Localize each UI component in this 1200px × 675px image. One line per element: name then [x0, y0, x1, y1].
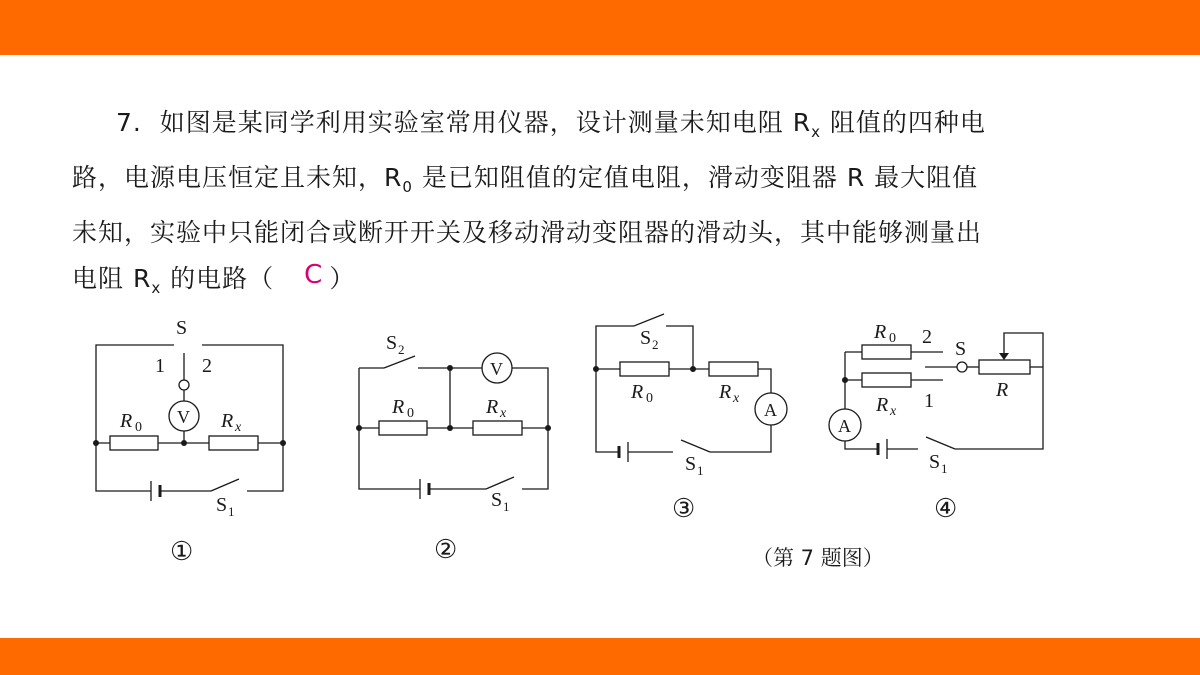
resistor-rx [209, 436, 258, 450]
label-r0: R [120, 410, 133, 432]
label-rx: R [486, 396, 499, 418]
label-s1-sub: 1 [941, 461, 948, 476]
label-rx-sub: x [500, 406, 507, 421]
label-r0-sub: 0 [407, 406, 414, 421]
resistor-rx [862, 373, 911, 387]
label-s1: S [685, 453, 697, 475]
label-s2: S [386, 332, 398, 354]
label-r0-sub: 0 [646, 391, 653, 406]
switch-pivot [179, 380, 189, 390]
label-r0: R [874, 321, 887, 343]
resistor-rx [709, 362, 758, 376]
resistor-r0 [379, 421, 427, 435]
label-s2-sub: 2 [398, 342, 405, 357]
label-terminal-2: 2 [202, 355, 212, 377]
subscript-x: x [811, 123, 821, 141]
question-line1-end: 阻值的四种电 [820, 108, 986, 137]
label-s1: S [929, 451, 941, 473]
subscript-x-2: x [151, 279, 162, 297]
label-terminal-1: 1 [155, 355, 165, 377]
resistor-r0 [620, 362, 669, 376]
question-line2-end: 是已知阻值的定值电阻，滑动变阻器 R 最大阻值 [412, 163, 979, 192]
circuit-3 [596, 314, 787, 462]
switch-s1 [486, 477, 514, 489]
label-ammeter: A [838, 416, 851, 436]
label-r0: R [631, 381, 644, 403]
label-r0-sub: 0 [135, 420, 142, 435]
label-r0: R [392, 396, 405, 418]
label-voltmeter: V [177, 407, 190, 427]
subscript-0: 0 [402, 178, 413, 196]
question-line3: 未知，实验中只能闭合或断开开关及移动滑动变阻器的滑动头，其中能够测量出 [72, 218, 983, 247]
label-s2: S [640, 327, 652, 349]
figure-label-1: ① [170, 537, 194, 566]
label-rx: R [876, 394, 889, 416]
label-s1-sub: 1 [228, 504, 235, 519]
label-s1-sub: 1 [697, 463, 704, 478]
question-number: 7. [116, 108, 142, 137]
label-rx-sub: x [890, 404, 897, 419]
circuit-2 [359, 353, 548, 499]
label-rx: R [221, 410, 234, 432]
switch-s2 [634, 314, 664, 326]
label-rx-sub: x [733, 391, 740, 406]
label-voltmeter: V [490, 359, 503, 379]
label-switch-s: S [955, 338, 967, 360]
resistor-rx [473, 421, 522, 435]
label-s1-sub: 1 [503, 499, 510, 514]
slide-rheostat [979, 360, 1030, 374]
figure-label-2: ② [434, 535, 458, 564]
rheostat-slider-arrow [999, 353, 1009, 360]
label-s2-sub: 2 [652, 337, 659, 352]
figure-label-4: ④ [934, 494, 958, 523]
question-line4: 电阻 R [72, 264, 152, 293]
question-line1: 如图是某同学利用实验室常用仪器，设计测量未知电阻 R [159, 108, 812, 137]
circuit-4 [829, 333, 1043, 459]
switch-s2 [384, 356, 415, 368]
label-s1: S [491, 489, 503, 511]
resistor-r0 [862, 345, 911, 359]
label-ammeter: A [764, 400, 777, 420]
switch-s1 [211, 479, 239, 491]
label-rheostat: R [996, 379, 1009, 401]
figure-label-3: ③ [672, 494, 696, 523]
label-terminal-1: 1 [924, 390, 934, 412]
answer-mark: C [304, 260, 324, 290]
label-switch-s: S [176, 317, 188, 339]
question-line4-mid: 的电路（ [161, 264, 275, 293]
label-r0-sub: 0 [889, 331, 896, 346]
question-line4-end: ） [329, 264, 356, 293]
resistor-r0 [110, 436, 158, 450]
label-rx: R [719, 381, 732, 403]
question-line2: 路，电源电压恒定且未知，R [72, 163, 403, 192]
switch-s-pivot [957, 362, 967, 372]
label-terminal-2: 2 [922, 326, 932, 348]
label-rx-sub: x [235, 420, 242, 435]
switch-s1 [926, 437, 955, 449]
label-s1: S [216, 494, 228, 516]
switch-s1 [681, 440, 710, 452]
figure-caption: （第 7 题图） [752, 546, 884, 570]
